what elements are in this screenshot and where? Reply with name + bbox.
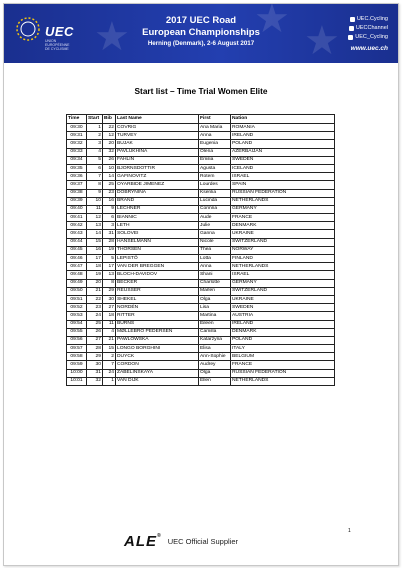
start-list-table <box>66 114 335 386</box>
cell-time: 09:55 <box>67 328 87 336</box>
cell-first: Lisa <box>199 304 231 312</box>
cell-start: 18 <box>87 263 103 271</box>
cell-nation: SWITZERLAND <box>231 238 335 246</box>
cell-bib: 17 <box>103 263 116 271</box>
cell-bib: 1 <box>103 377 116 385</box>
table-row <box>67 263 335 271</box>
cell-start: 6 <box>87 164 103 172</box>
table-row <box>67 181 335 189</box>
table-row <box>67 189 335 197</box>
cell-bib: 20 <box>103 140 116 148</box>
cell-time: 09:32 <box>67 140 87 148</box>
cell-first: Emilia <box>199 156 231 164</box>
cell-time: 09:47 <box>67 263 87 271</box>
cell-first: Lucinda <box>199 197 231 205</box>
cell-last-name: ZABELINSKAYA <box>116 369 199 377</box>
table-row <box>67 156 335 164</box>
cell-time: 09:59 <box>67 361 87 369</box>
cell-nation: POLAND <box>231 140 335 148</box>
cell-bib: 23 <box>103 189 116 197</box>
cell-last-name: VAN DER BREGGEN <box>116 263 199 271</box>
table-row <box>67 124 335 132</box>
cell-start: 10 <box>87 197 103 205</box>
cell-first: Shani <box>199 271 231 279</box>
cell-nation: DENMARK <box>231 328 335 336</box>
cell-last-name: SHEKEL <box>116 295 199 303</box>
table-row <box>67 132 335 140</box>
cell-bib: 5 <box>103 255 116 263</box>
cell-bib: 6 <box>103 214 116 222</box>
cell-start: 32 <box>87 377 103 385</box>
cell-bib: 27 <box>103 304 116 312</box>
cell-bib: 31 <box>103 230 116 238</box>
cell-last-name: LONGO BORGHINI <box>116 345 199 353</box>
cell-first: Charlotte <box>199 279 231 287</box>
cell-first: Olena <box>199 148 231 156</box>
cell-last-name: DUYCK <box>116 353 199 361</box>
cell-time: 09:58 <box>67 353 87 361</box>
cell-first: Agusta <box>199 164 231 172</box>
cell-bib: 8 <box>103 279 116 287</box>
cell-bib: 26 <box>103 156 116 164</box>
social-youtube[interactable]: UECChannel <box>349 25 388 31</box>
cell-bib: 29 <box>103 287 116 295</box>
page-number: 1 <box>348 528 351 534</box>
cell-bib: 15 <box>103 345 116 353</box>
cell-first: Corinna <box>199 205 231 213</box>
cell-last-name: NORDÉN <box>116 304 199 312</box>
table-row <box>67 197 335 205</box>
table-row <box>67 336 335 344</box>
cell-first: Lourdes <box>199 181 231 189</box>
cell-bib: 28 <box>103 238 116 246</box>
cell-last-name: BJORNSDOTTIR <box>116 164 199 172</box>
cell-start: 29 <box>87 353 103 361</box>
cell-start: 16 <box>87 246 103 254</box>
cell-bib: 14 <box>103 173 116 181</box>
cell-start: 28 <box>87 345 103 353</box>
cell-last-name: BRAND <box>116 197 199 205</box>
cell-nation: GERMANY <box>231 205 335 213</box>
cell-nation: UKRAINE <box>231 230 335 238</box>
table-row <box>67 140 335 148</box>
cell-first: Thea <box>199 246 231 254</box>
table-row <box>67 345 335 353</box>
cell-nation: BELGIUM <box>231 353 335 361</box>
cell-start: 17 <box>87 255 103 263</box>
cell-time: 09:38 <box>67 189 87 197</box>
cell-nation: AZERBAIJAN <box>231 148 335 156</box>
cell-nation: ISRAEL <box>231 173 335 181</box>
cell-start: 31 <box>87 369 103 377</box>
cell-start: 1 <box>87 124 103 132</box>
cell-first: Ellen <box>199 377 231 385</box>
cell-time: 09:56 <box>67 336 87 344</box>
cell-start: 20 <box>87 279 103 287</box>
cell-first: Ann-Sophie <box>199 353 231 361</box>
cell-start: 8 <box>87 181 103 189</box>
facebook-icon <box>350 17 355 22</box>
table-row <box>67 271 335 279</box>
header-banner <box>4 4 398 63</box>
cell-start: 7 <box>87 173 103 181</box>
cell-start: 27 <box>87 336 103 344</box>
logo-subtitle: UNION EUROPÉENNE DE CYCLISME <box>45 39 70 51</box>
table-row <box>67 377 335 385</box>
ale-logo: ALE® <box>124 533 162 550</box>
table-row <box>67 173 335 181</box>
cell-start: 26 <box>87 328 103 336</box>
cell-bib: 21 <box>103 336 116 344</box>
cell-nation: ISRAEL <box>231 271 335 279</box>
cell-start: 15 <box>87 238 103 246</box>
cell-first: Anna <box>199 263 231 271</box>
cell-last-name: FAHLIN <box>116 156 199 164</box>
cell-first: Rotem <box>199 173 231 181</box>
table-row <box>67 255 335 263</box>
cell-nation: FINLAND <box>231 255 335 263</box>
table-row <box>67 230 335 238</box>
cell-first: Camilla <box>199 328 231 336</box>
cell-time: 09:45 <box>67 246 87 254</box>
cell-time: 09:57 <box>67 345 87 353</box>
cell-nation: NETHERLANDS <box>231 263 335 271</box>
cell-first: Ksenlia <box>199 189 231 197</box>
table-row <box>67 312 335 320</box>
cell-bib: 10 <box>103 164 116 172</box>
cell-nation: ITALY <box>231 345 335 353</box>
cell-bib: 12 <box>103 132 116 140</box>
star-decoration: ★ <box>94 15 130 59</box>
document-page <box>3 3 399 566</box>
cell-time: 09:40 <box>67 205 87 213</box>
table-row <box>67 287 335 295</box>
cell-last-name: LEPISTÖ <box>116 255 199 263</box>
cell-bib: 25 <box>103 181 116 189</box>
cell-first: Eugenia <box>199 140 231 148</box>
cell-first: Aude <box>199 214 231 222</box>
cell-last-name: TURVEY <box>116 132 199 140</box>
cell-last-name: BUJAK <box>116 140 199 148</box>
twitter-icon <box>348 35 353 40</box>
event-title-line1: 2017 UEC Road <box>165 15 237 26</box>
table-row <box>67 304 335 312</box>
cell-bib: 13 <box>103 271 116 279</box>
cell-bib: 3 <box>103 222 116 230</box>
cell-start: 24 <box>87 312 103 320</box>
cell-start: 25 <box>87 320 103 328</box>
table-row <box>67 320 335 328</box>
cell-bib: 32 <box>103 148 116 156</box>
cell-time: 09:44 <box>67 238 87 246</box>
cell-nation: NETHERLANDS <box>231 377 335 385</box>
cell-nation: ICELAND <box>231 164 335 172</box>
cell-nation: NETHERLANDS <box>231 197 335 205</box>
cell-bib: 7 <box>103 361 116 369</box>
footer-supplier <box>124 533 238 550</box>
cell-time: 09:49 <box>67 279 87 287</box>
table-row <box>67 214 335 222</box>
cell-first: Katarzyna <box>199 336 231 344</box>
cell-nation: IRELAND <box>231 320 335 328</box>
cell-start: 12 <box>87 214 103 222</box>
cell-bib: 4 <box>103 328 116 336</box>
cell-bib: 16 <box>103 197 116 205</box>
table-row <box>67 369 335 377</box>
cell-start: 11 <box>87 205 103 213</box>
cell-time: 10:01 <box>67 377 87 385</box>
cell-time: 09:52 <box>67 304 87 312</box>
cell-time: 09:48 <box>67 271 87 279</box>
cell-first: Anna <box>199 132 231 140</box>
cell-last-name: BECKER <box>116 279 199 287</box>
cell-bib: 9 <box>103 205 116 213</box>
cell-nation: IRELAND <box>231 132 335 140</box>
table-row <box>67 205 335 213</box>
table-row <box>67 353 335 361</box>
cell-first: Elisa <box>199 345 231 353</box>
cell-nation: SWEDEN <box>231 304 335 312</box>
header-first: First <box>199 115 231 124</box>
cell-bib: 30 <box>103 295 116 303</box>
cell-bib: 24 <box>103 369 116 377</box>
table-row <box>67 295 335 303</box>
cell-time: 09:43 <box>67 230 87 238</box>
cell-time: 09:35 <box>67 164 87 172</box>
cell-nation: RUSSIAN FEDERATION <box>231 189 335 197</box>
cell-nation: AUSTRIA <box>231 312 335 320</box>
cell-start: 3 <box>87 140 103 148</box>
header-nation: Nation <box>231 115 335 124</box>
cell-last-name: CORDON <box>116 361 199 369</box>
page-title: Start list – Time Trial Women Elite <box>134 86 268 96</box>
supplier-text: UEC Official Supplier <box>167 537 238 546</box>
event-subtitle: Herning (Denmark), 2-6 August 2017 <box>147 40 255 47</box>
cell-last-name: LETH <box>116 222 199 230</box>
cell-time: 09:33 <box>67 148 87 156</box>
cell-start: 30 <box>87 361 103 369</box>
cell-time: 10:00 <box>67 369 87 377</box>
header-bib: Bib <box>103 115 116 124</box>
header-time: Time <box>67 115 87 124</box>
cell-last-name: PAWLOWSKA <box>116 336 199 344</box>
cell-last-name: SOLOVEI <box>116 230 199 238</box>
cell-nation: DENMARK <box>231 222 335 230</box>
cell-last-name: BURNS <box>116 320 199 328</box>
cell-start: 9 <box>87 189 103 197</box>
cell-time: 09:31 <box>67 132 87 140</box>
cell-last-name: VAN DIJK <box>116 377 199 385</box>
cell-time: 09:54 <box>67 320 87 328</box>
cell-time: 09:36 <box>67 173 87 181</box>
star-decoration: ★ <box>254 3 290 41</box>
cell-first: Olga <box>199 295 231 303</box>
cell-first: Eileen <box>199 320 231 328</box>
cell-last-name: RITTER <box>116 312 199 320</box>
cell-start: 4 <box>87 148 103 156</box>
cell-bib: 18 <box>103 312 116 320</box>
cell-last-name: DOBRYNINA <box>116 189 199 197</box>
cell-last-name: THORSEN <box>116 246 199 254</box>
cell-last-name: OYARBIDE JIMENEZ <box>116 181 199 189</box>
cell-bib: 22 <box>103 124 116 132</box>
cell-start: 14 <box>87 230 103 238</box>
cell-nation: ROMANIA <box>231 124 335 132</box>
cell-bib: 19 <box>103 246 116 254</box>
cell-last-name: COVRIG <box>116 124 199 132</box>
table-row <box>67 222 335 230</box>
header-start: Start <box>87 115 103 124</box>
cell-first: Olga <box>199 369 231 377</box>
star-decoration: ★ <box>304 19 340 63</box>
event-title-line2: European Championships <box>142 27 260 38</box>
cell-start: 5 <box>87 156 103 164</box>
cell-last-name: GAFINOVITZ <box>116 173 199 181</box>
cell-start: 13 <box>87 222 103 230</box>
table-row <box>67 238 335 246</box>
cell-last-name: LECHNER <box>116 205 199 213</box>
cell-nation: SWEDEN <box>231 156 335 164</box>
cell-bib: 11 <box>103 320 116 328</box>
table-row <box>67 246 335 254</box>
cell-nation: FRANCE <box>231 214 335 222</box>
table-row <box>67 328 335 336</box>
cell-time: 09:34 <box>67 156 87 164</box>
social-facebook[interactable]: UEC.Cycling <box>350 16 388 22</box>
cell-time: 09:42 <box>67 222 87 230</box>
cell-start: 23 <box>87 304 103 312</box>
cell-start: 21 <box>87 287 103 295</box>
cell-first: Julie <box>199 222 231 230</box>
social-twitter[interactable]: UEC_Cycling <box>348 34 388 40</box>
cell-last-name: PAVLUKHINA <box>116 148 199 156</box>
cell-nation: NORWAY <box>231 246 335 254</box>
cell-time: 09:37 <box>67 181 87 189</box>
website-link[interactable]: www.uec.ch <box>350 45 388 52</box>
table-row <box>67 361 335 369</box>
cell-time: 09:50 <box>67 287 87 295</box>
table-row <box>67 279 335 287</box>
table-row <box>67 148 335 156</box>
table-row <box>67 164 335 172</box>
cell-time: 09:46 <box>67 255 87 263</box>
cell-time: 09:51 <box>67 295 87 303</box>
cell-start: 22 <box>87 295 103 303</box>
cell-last-name: REUSSER <box>116 287 199 295</box>
cell-nation: POLAND <box>231 336 335 344</box>
cell-last-name: HANSELMANN <box>116 238 199 246</box>
cell-start: 2 <box>87 132 103 140</box>
cell-nation: GERMANY <box>231 279 335 287</box>
cell-time: 09:39 <box>67 197 87 205</box>
cell-time: 09:41 <box>67 214 87 222</box>
cell-nation: SPAIN <box>231 181 335 189</box>
cell-bib: 2 <box>103 353 116 361</box>
table-header-row <box>67 115 335 124</box>
header-last-name: Last Name <box>116 115 199 124</box>
youtube-icon <box>349 26 354 31</box>
cell-start: 19 <box>87 271 103 279</box>
cell-first: Nicole <box>199 238 231 246</box>
cell-first: Martina <box>199 312 231 320</box>
cell-first: Ganna <box>199 230 231 238</box>
cell-first: Lotta <box>199 255 231 263</box>
cell-nation: FRANCE <box>231 361 335 369</box>
cell-time: 09:30 <box>67 124 87 132</box>
cell-first: Marlen <box>199 287 231 295</box>
cell-last-name: BLOCH-DAVIDOV <box>116 271 199 279</box>
cell-nation: RUSSIAN FEDERATION <box>231 369 335 377</box>
logo-text: UEC <box>45 24 74 39</box>
cell-first: Ana Maria <box>199 124 231 132</box>
cell-first: Audrey <box>199 361 231 369</box>
cell-nation: SWITZERLAND <box>231 287 335 295</box>
cell-time: 09:53 <box>67 312 87 320</box>
cell-last-name: MØLLEBRO PEDERSEN <box>116 328 199 336</box>
cell-last-name: BIANNIC <box>116 214 199 222</box>
cell-nation: UKRAINE <box>231 295 335 303</box>
